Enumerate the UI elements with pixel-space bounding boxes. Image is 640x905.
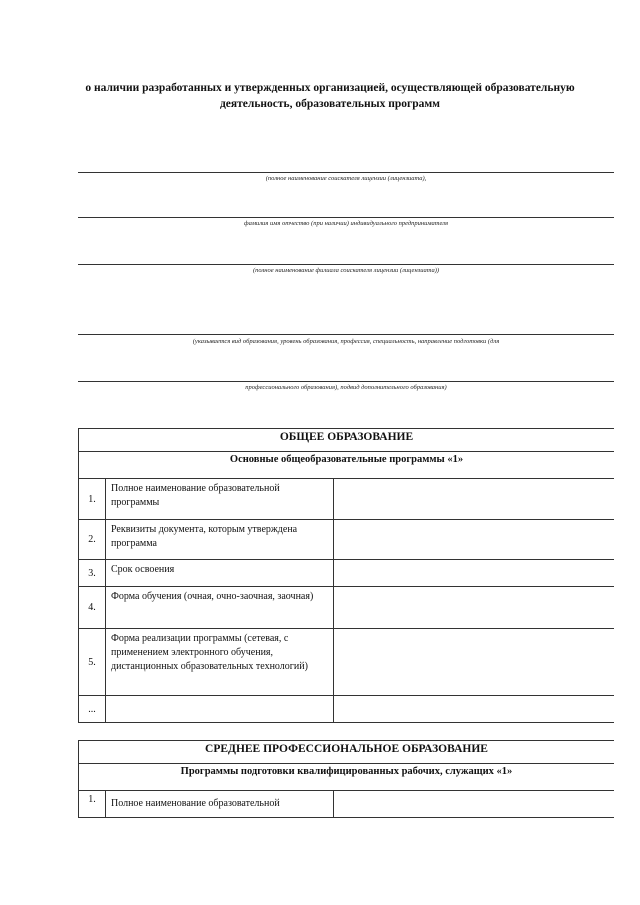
general-education-subtitle: Основные общеобразовательные программы «1» [229,454,464,465]
fill-line-entrepreneur-name [78,217,614,218]
row-number: 5. [79,629,106,695]
row-label: Срок освоения [106,560,334,586]
row-value-cell [334,560,614,586]
caption-entrepreneur-name: фамилия имя отчество (при наличии) индивидуального предпринимателя [243,220,449,227]
general-education-table [78,428,614,723]
caption-branch-name: (полное наименование филиала соискателя лицензии (лицензиата)) [252,267,440,274]
row-label: Полное наименование образовательной программы [106,479,334,519]
fill-line-branch-name [78,264,614,265]
table-row [78,791,614,818]
row-label: Форма обучения (очная, очно-заочная, заочная) [106,587,334,628]
row-label: Форма реализации программы (сетевая, с применением электронного обучения, дистанционных образовательных технологий) [106,629,334,695]
row-value-cell [334,587,614,628]
caption-licensee-name: (полное наименование соискателя лицензии (лицензиата), [265,175,427,182]
row-value-cell [334,791,614,817]
document-heading: о наличии разработанных и утвержденных организацией, осуществляющей образовательную деятельность, образовательных программ [85,82,575,110]
table-row [78,520,614,560]
row-label [106,696,334,722]
row-label: Полное наименование образовательной [106,791,334,817]
row-number: 2. [79,520,106,559]
row-value-cell [334,520,614,559]
row-number: 3. [79,560,106,586]
row-number: ... [79,696,106,722]
fill-line-education-type [78,334,614,335]
fill-line-education-subtype [78,381,614,382]
row-number: 1. [79,479,106,519]
vocational-education-subtitle: Программы подготовки квалифицированных рабочих, служащих «1» [180,766,513,777]
caption-education-type: (указывается вид образования, уровень образования, профессия, специальность, направление подготовки (для [192,338,500,345]
table-row [78,560,614,587]
fill-line-licensee-name [78,172,614,173]
table-row [78,587,614,629]
row-label: Реквизиты документа, которым утверждена программа [106,520,334,559]
table-row [78,479,614,520]
vocational-education-table [78,740,614,818]
general-education-title: ОБЩЕЕ ОБРАЗОВАНИЕ [279,431,414,443]
caption-education-subtype: профессионального образования), подвид дополнительного образования) [245,384,447,391]
row-value-cell [334,696,614,722]
table-row [78,629,614,696]
row-number: 1. [79,791,106,817]
row-value-cell [334,629,614,695]
table-row [78,696,614,723]
row-value-cell [334,479,614,519]
row-number: 4. [79,587,106,628]
vocational-education-title: СРЕДНЕЕ ПРОФЕССИОНАЛЬНОЕ ОБРАЗОВАНИЕ [205,743,488,755]
